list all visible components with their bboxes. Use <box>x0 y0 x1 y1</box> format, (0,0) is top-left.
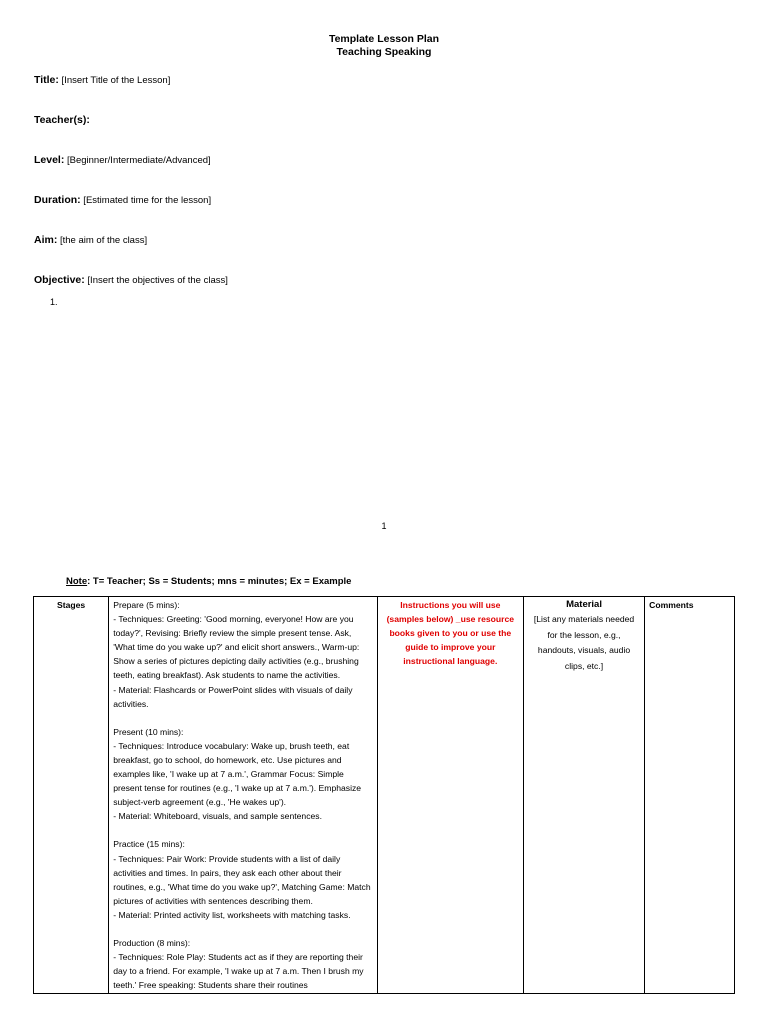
objective-field <box>34 274 228 287</box>
procedure-line: - Techniques: Introduce vocabulary: Wake up, brush teeth, eat breakfast, go to school, do homework, etc. Use pictures and examples like, 'I wake up at 7 a.m.', Grammar Focus: Simple present tense for routines (e.g., 'I wake up at 7 a.m.'). Emphasize subject-verb agreement (e.g., 'He wakes up'). <box>113 740 364 808</box>
note-label: Note <box>66 576 88 587</box>
procedure-line: Production (8 mins): <box>113 937 191 948</box>
spacer <box>113 823 372 837</box>
title-field <box>34 74 170 87</box>
procedure-line: - Techniques: Pair Work: Provide students with a list of daily activities and times. In pairs, they ask each other about their routines, e.g., 'What time do you wake up?', Matching Game: Match pictures of activities with sentences describing them. <box>113 853 374 906</box>
instructions-header: Instructions you will use (samples below) _use resource books given to you or use the guide to improve your instructional language. <box>377 597 523 994</box>
abbreviation-note <box>66 576 351 587</box>
document-title-line-2: Teaching Speaking <box>336 46 432 58</box>
level-label: Level: <box>34 154 65 166</box>
objective-list-item: 1. <box>50 297 58 307</box>
procedure-line: Present (10 mins): <box>113 726 184 737</box>
duration-value: [Estimated time for the lesson] <box>80 195 212 206</box>
objective-label: Objective: <box>34 274 85 286</box>
duration-field <box>34 194 211 207</box>
note-text: : T= Teacher; Ss = Students; mns = minutes; Ex = Example <box>87 576 352 587</box>
document-title <box>0 33 768 59</box>
procedure-line: Prepare (5 mins): <box>113 600 180 610</box>
table-row <box>34 597 735 994</box>
procedure-line: - Material: Printed activity list, worksheets with matching tasks. <box>113 909 351 920</box>
procedure-cell <box>109 597 377 994</box>
spacer <box>113 711 372 725</box>
document-title-line-1: Template Lesson Plan <box>328 33 440 45</box>
procedure-line: - Techniques: Role Play: Students act as if they are reporting their day to a friend. For example, 'I wake up at 7 a.m. Then I brush my teeth.' Free speaking: Students share their routines <box>113 952 366 991</box>
comments-header: Comments <box>645 597 735 994</box>
title-label: Title: <box>34 74 59 86</box>
teacher-field <box>34 114 90 127</box>
page-number: 1 <box>381 521 387 531</box>
spacer <box>113 922 372 936</box>
objective-value: [Insert the objectives of the class] <box>84 275 228 286</box>
teacher-label: Teacher(s): <box>34 114 90 126</box>
procedure-line: - Techniques: Greeting: 'Good morning, everyone! How are you today?', Revising: Briefly review the simple present tense. Ask, 'What time do you wake up?' and elicit short answers., Warm-up: Show a series of pictures depicting daily activities (e.g., brushing teeth, eating breakfast). Ask students to name the activities. <box>113 614 362 681</box>
duration-label: Duration: <box>34 194 81 206</box>
procedure-line: Practice (15 mins): <box>113 839 185 850</box>
title-value: [Insert Title of the Lesson] <box>58 75 171 86</box>
stages-header: Stages <box>34 597 109 994</box>
material-header: Material <box>566 599 602 610</box>
level-field <box>34 154 211 167</box>
lesson-plan-table <box>33 596 735 994</box>
procedure-line: - Material: Whiteboard, visuals, and sample sentences. <box>113 811 322 822</box>
material-text: [List any materials needed for the lesson, e.g., handouts, visuals, audio clips, etc.] <box>533 614 635 671</box>
aim-value: [the aim of the class] <box>57 235 148 246</box>
level-value: [Beginner/Intermediate/Advanced] <box>64 155 211 166</box>
aim-label: Aim: <box>34 234 58 246</box>
aim-field <box>34 234 147 247</box>
material-cell <box>523 597 644 994</box>
procedure-line: - Material: Flashcards or PowerPoint slides with visuals of daily activities. <box>113 684 355 709</box>
